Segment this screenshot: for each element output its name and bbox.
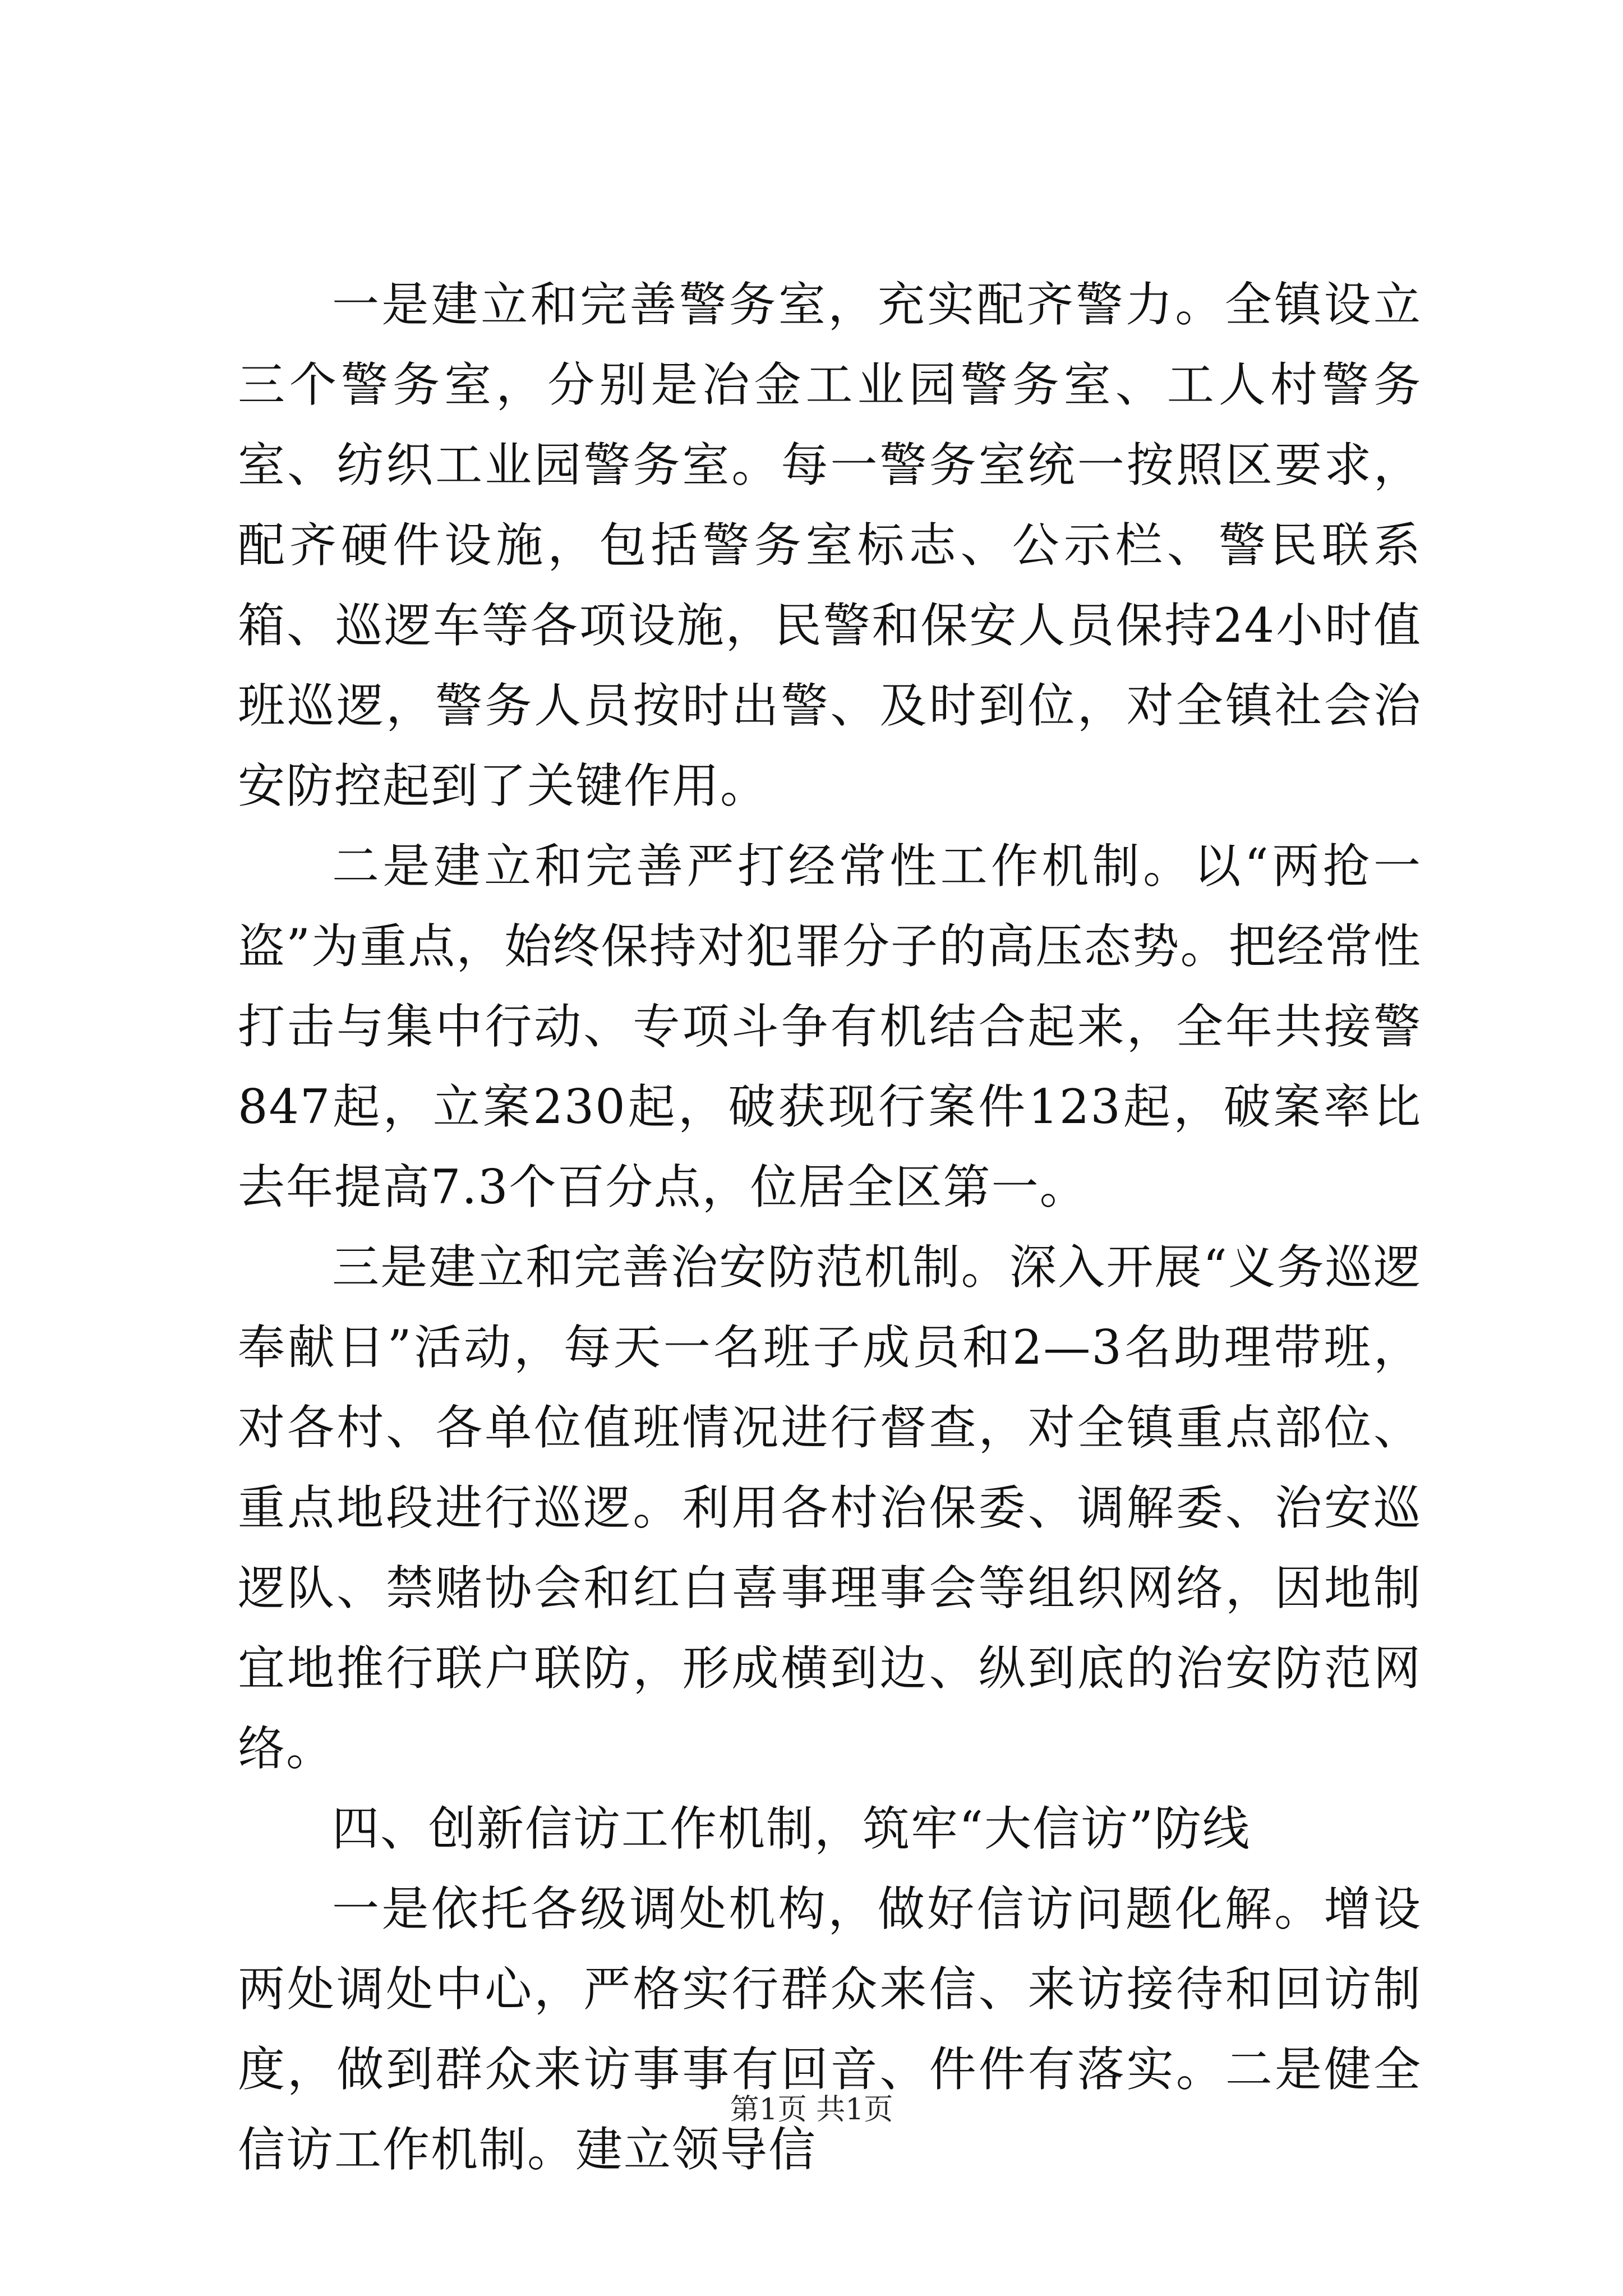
document-body xyxy=(238,265,1422,2190)
paragraph-petition-mechanism: 一是依托各级调处机构，做好信访问题化解。增设两处调处中心，严格实行群众来信、来访接待和回访制度，做到群众来访事事有回音、件件有落实。二是健全信访工作机制。建立领导信 xyxy=(238,1881,1422,2177)
paragraph-security-prevention: 三是建立和完善治安防范机制。深入开展“义务巡逻奉献日”活动，每天一名班子成员和2—3名助理带班，对各村、各单位值班情况进行督查，对全镇重点部位、重点地段进行巡逻。利用各村治保委、调解委、治安巡逻队、禁赌协会和红白喜事理事会等组织网络，因地制宜地推行联户联防，形成横到边、纵到底的治安防范网络。 xyxy=(238,1240,1422,1776)
page-footer: 第1页 共1页 xyxy=(730,2093,893,2127)
paragraph-crackdown-mechanism: 二是建立和完善严打经常性工作机制。以“两抢一盗”为重点，始终保持对犯罪分子的高压态势。把经常性打击与集中行动、专项斗争有机结合起来，全年共接警847起，立案230起，破获现行案件123起，破案率比去年提高7.3个百分点，位居全区第一。 xyxy=(238,839,1422,1214)
section-heading-petition: 四、创新信访工作机制，筑牢“大信访”防线 xyxy=(332,1801,1251,1856)
paragraph-police-office: 一是建立和完善警务室，充实配齐警力。全镇设立三个警务室，分别是冶金工业园警务室、工人村警务室、纺织工业园警务室。每一警务室统一按照区要求，配齐硬件设施，包括警务室标志、公示栏、警民联系箱、巡逻车等各项设施，民警和保安人员保持24小时值班巡逻，警务人员按时出警、及时到位，对全镇社会治安防控起到了关键作用。 xyxy=(238,277,1422,813)
